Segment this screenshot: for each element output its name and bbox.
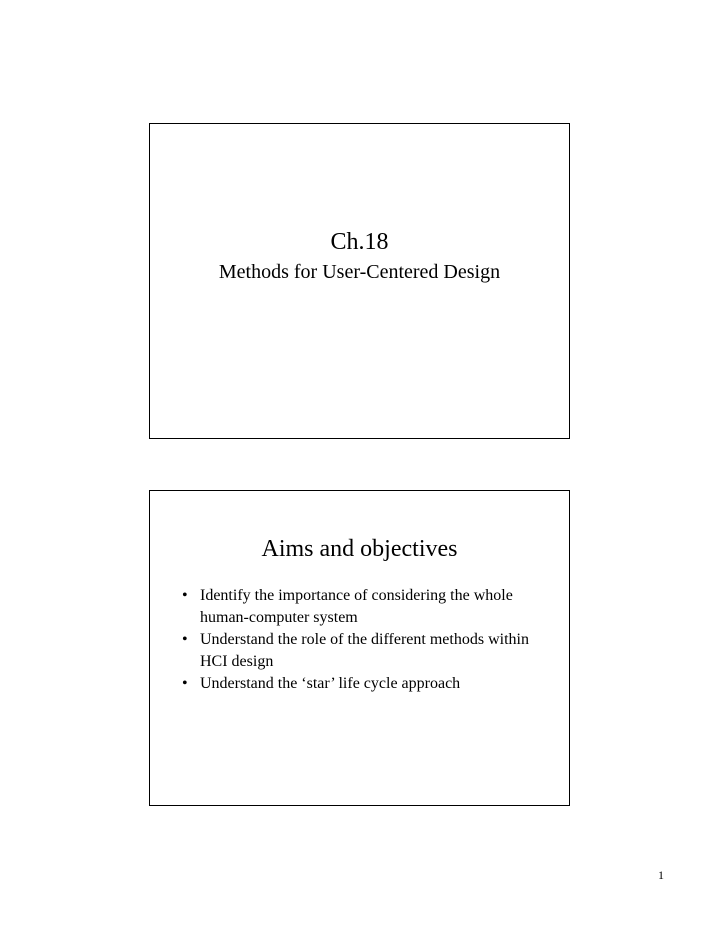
bullet-marker: • — [182, 587, 188, 604]
bullet-item — [182, 629, 552, 673]
bullet-item — [182, 673, 552, 695]
page-number: 1 — [658, 868, 664, 882]
bullet-text: Understand the role of the different methods within HCI design — [200, 631, 529, 670]
bullet-list — [182, 585, 552, 695]
bullet-item — [182, 585, 552, 629]
slide-title — [149, 123, 570, 439]
slide-aims — [149, 490, 570, 806]
slide-title-heading: Ch.18 — [330, 229, 389, 255]
bullet-text: Identify the importance of considering the whole human-computer system — [200, 587, 513, 626]
bullet-marker: • — [182, 631, 188, 648]
slide-title-subheading: Methods for User-Centered Design — [218, 261, 501, 283]
bullet-marker: • — [182, 675, 188, 692]
bullet-text: Understand the ‘star’ life cycle approach — [200, 675, 461, 692]
slide-aims-heading: Aims and objectives — [261, 536, 458, 562]
